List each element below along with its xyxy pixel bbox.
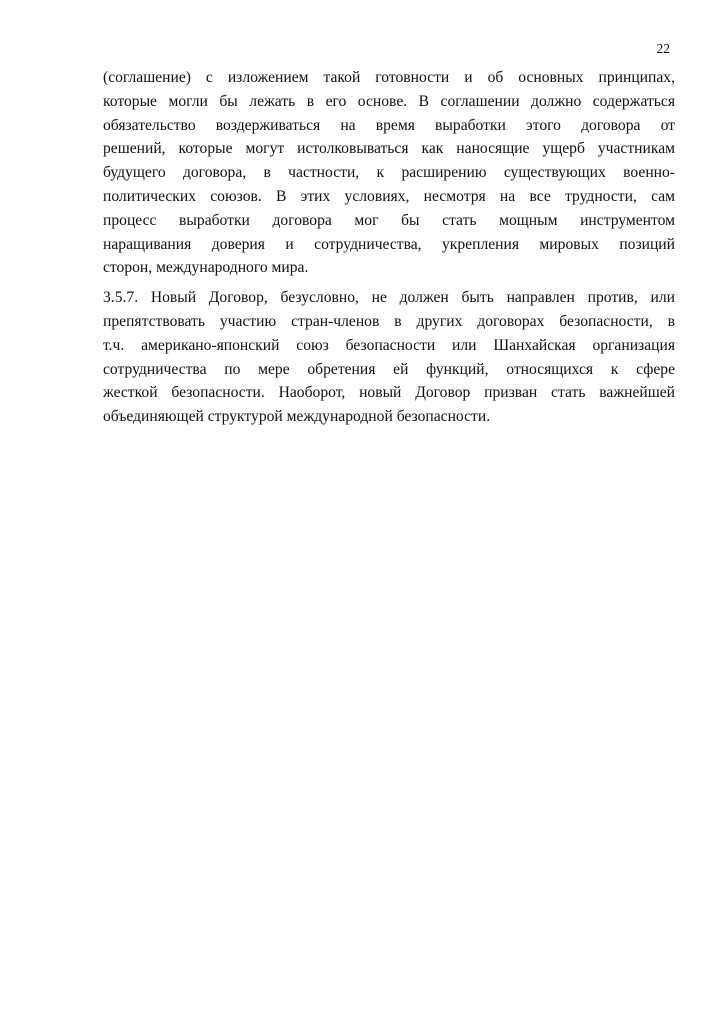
text-line: (соглашение) с изложением такой готовности и об основных принципах, <box>103 69 675 86</box>
text-line: которые могли бы лежать в его основе. В соглашении должно содержаться <box>103 92 675 110</box>
text-line: обязательство воздерживаться на время выработки этого договора от <box>103 116 675 134</box>
paragraph-1 <box>103 66 675 280</box>
text-line: 3.5.7. Новый Договор, безусловно, не должен быть направлен против, или <box>103 289 675 307</box>
paragraph-2 <box>103 286 675 429</box>
text-line: будущего договора, в частности, к расширению существующих военно- <box>103 164 675 182</box>
document-body <box>103 66 675 429</box>
text-line: сторон, международного мира. <box>103 259 309 277</box>
text-line: жесткой безопасности. Наоборот, новый Договор призван стать важнейшей <box>103 384 675 402</box>
text-line: т.ч. американо-японский союз безопасности или Шанхайская организация <box>103 336 675 354</box>
page-number: 22 <box>656 41 670 56</box>
text-line: политических союзов. В этих условиях, несмотря на все трудности, сам <box>103 187 675 205</box>
text-line: объединяющей структурой международной безопасности. <box>103 408 491 426</box>
text-line: сотрудничества по мере обретения ей функций, относящихся к сфере <box>103 360 675 378</box>
text-line: решений, которые могут истолковываться как наносящие ущерб участникам <box>103 140 675 158</box>
text-line: препятствовать участию стран-членов в других договорах безопасности, в <box>103 312 675 330</box>
text-line: наращивания доверия и сотрудничества, укрепления мировых позиций <box>103 235 675 253</box>
text-line: процесс выработки договора мог бы стать мощным инструментом <box>103 211 675 229</box>
